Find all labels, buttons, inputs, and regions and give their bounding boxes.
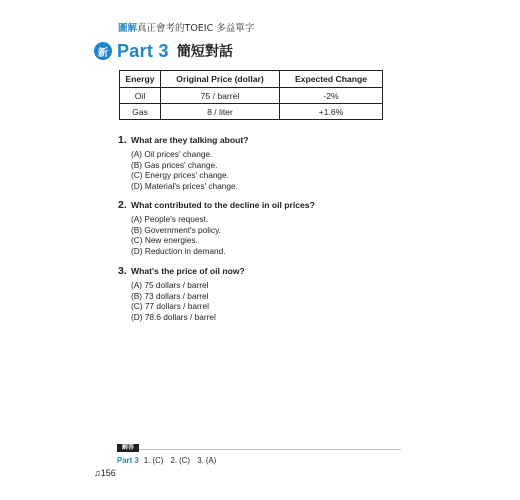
option-c: (C) 77 dollars / barrel xyxy=(131,301,209,312)
table-cell: +1.6% xyxy=(280,104,383,120)
header-brand: 圖解 xyxy=(118,23,138,34)
table-row xyxy=(120,88,383,104)
part-subtitle: 簡短對話 xyxy=(176,44,233,60)
table-cell: 75 / barrel xyxy=(161,88,280,104)
column-header-original-price: Original Price (dollar) xyxy=(161,71,280,88)
table-cell: Gas xyxy=(120,104,161,120)
answer-part-label: Part 3 xyxy=(117,456,139,465)
option-c: (C) Energy prices' change. xyxy=(131,170,229,181)
part-title: Part 3 xyxy=(117,40,169,61)
option-a: (A) 75 dollars / barrel xyxy=(131,280,209,290)
question-number: 3. xyxy=(118,265,127,277)
option-d: (D) Reduction in demand. xyxy=(131,246,226,257)
answer-options xyxy=(131,214,315,257)
header-title: 真正會考的TOEIC 多益單字 xyxy=(137,23,255,34)
new-badge-icon: 新 xyxy=(94,42,112,60)
question-number: 2. xyxy=(118,199,127,211)
page-number xyxy=(94,468,116,478)
section-heading xyxy=(94,40,233,62)
answer-key xyxy=(117,444,401,465)
answer-badge: 解答 xyxy=(117,444,139,452)
question-text: What contributed to the decline in oil prices? xyxy=(131,200,315,210)
music-note-icon: ♫ xyxy=(94,468,101,478)
question-1 xyxy=(118,134,248,192)
page-number-text: 156 xyxy=(100,468,116,478)
answer-item: 1. (C) xyxy=(143,456,164,465)
table-header-row xyxy=(120,71,383,88)
question-number: 1. xyxy=(118,134,127,146)
question-text: What are they talking about? xyxy=(131,135,249,145)
column-header-energy: Energy xyxy=(120,71,161,88)
answer-item: 2. (C) xyxy=(170,456,191,465)
question-3 xyxy=(118,265,245,323)
option-b: (B) Government's policy. xyxy=(131,224,221,235)
table-cell: 8 / liter xyxy=(161,104,280,120)
answer-item: 3. (A) xyxy=(197,456,217,465)
option-b: (B) 73 dollars / barrel xyxy=(131,290,209,301)
question-text: What's the price of oil now? xyxy=(131,266,245,276)
table-cell: -2% xyxy=(280,88,383,104)
option-a: (A) Oil prices' change. xyxy=(131,149,213,159)
option-a: (A) People's request. xyxy=(131,214,209,224)
option-d: (D) Material's prices' change. xyxy=(131,181,238,192)
option-c: (C) New energies. xyxy=(131,235,198,246)
option-d: (D) 78.6 dollars / barrel xyxy=(131,312,216,323)
energy-price-table xyxy=(119,70,383,120)
column-header-expected-change: Expected Change xyxy=(280,71,383,88)
answer-options xyxy=(131,280,245,323)
running-header xyxy=(118,20,254,34)
answer-divider xyxy=(117,449,401,450)
option-b: (B) Gas prices' change. xyxy=(131,159,218,170)
table-row xyxy=(120,104,383,120)
table-cell: Oil xyxy=(120,88,161,104)
question-2 xyxy=(118,199,315,257)
answer-options xyxy=(131,149,248,192)
